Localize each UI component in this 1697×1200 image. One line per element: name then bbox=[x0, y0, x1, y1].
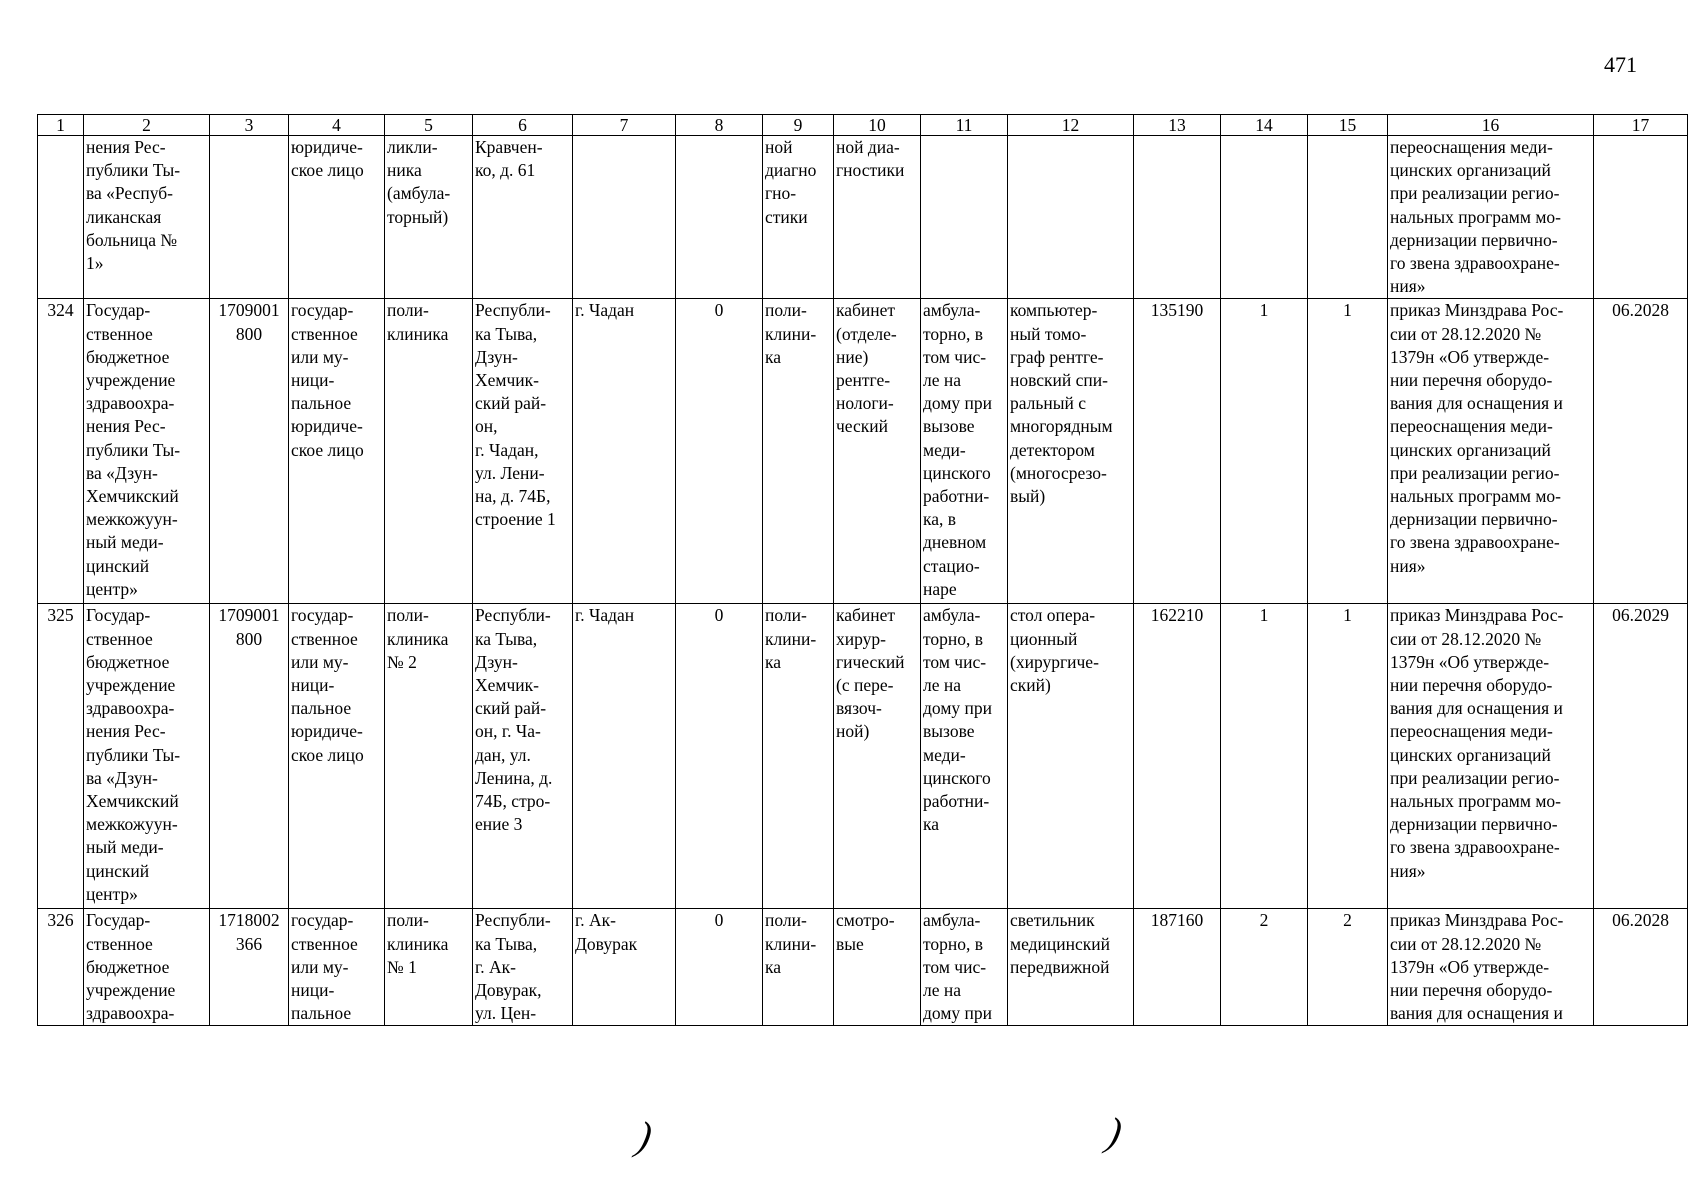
quantity-cell: 2 bbox=[1221, 909, 1308, 1026]
quantity-cell: 1 bbox=[1221, 604, 1308, 909]
address-cell: Республи- ка Тыва, Дзун- Хемчик- ский рай- он, г. Ча- дан, ул. Ленина, д. 74Б, стро- ение 3 bbox=[473, 604, 573, 909]
date-cell: 06.2028 bbox=[1594, 909, 1688, 1026]
equipment-code-cell bbox=[1134, 136, 1221, 299]
code-cell: 1709001 800 bbox=[210, 299, 289, 604]
entity-type-cell: государ- ственное или му- ници- пальное юридиче- ское лицо bbox=[289, 604, 385, 909]
department-cell: кабинет хирур- гический (с пере- вязоч- ной) bbox=[834, 604, 921, 909]
column-header: 11 bbox=[921, 115, 1008, 136]
conditions-cell: амбула- торно, в том чис- ле на дому при bbox=[921, 909, 1008, 1026]
address-cell: Республи- ка Тыва, г. Ак- Довурак, ул. Цен- bbox=[473, 909, 573, 1026]
row-number-cell bbox=[38, 136, 84, 299]
type-cell: поли- клини- ка bbox=[763, 909, 834, 1026]
column-header: 1 bbox=[38, 115, 84, 136]
quantity-cell: 1 bbox=[1308, 604, 1388, 909]
column-header: 3 bbox=[210, 115, 289, 136]
column-header: 8 bbox=[676, 115, 763, 136]
handwritten-mark: ) bbox=[1103, 1109, 1127, 1154]
table-row bbox=[38, 136, 1688, 299]
column-header: 13 bbox=[1134, 115, 1221, 136]
equipment-code-cell: 135190 bbox=[1134, 299, 1221, 604]
type-cell: ной диагно гно- стики bbox=[763, 136, 834, 299]
locality-cell: г. Чадан bbox=[573, 299, 676, 604]
type-cell: поли- клини- ка bbox=[763, 604, 834, 909]
equipment-code-cell: 162210 bbox=[1134, 604, 1221, 909]
column-header: 2 bbox=[84, 115, 210, 136]
column-header: 17 bbox=[1594, 115, 1688, 136]
row-number-cell: 324 bbox=[38, 299, 84, 604]
table-row bbox=[38, 909, 1688, 1026]
equipment-code-cell: 187160 bbox=[1134, 909, 1221, 1026]
column-header: 5 bbox=[385, 115, 473, 136]
organization-cell: Государ- ственное бюджетное учреждение здравоохра- нения Рес- публики Ты- ва «Дзун- Хемчикский межкожуун- ный меди- цинский центр» bbox=[84, 604, 210, 909]
column-header: 4 bbox=[289, 115, 385, 136]
organization-cell: Государ- ственное бюджетное учреждение здравоохра- нения Рес- публики Ты- ва «Дзун- Хемчикский межкожуун- ный меди- цинский центр» bbox=[84, 299, 210, 604]
basis-cell: приказ Минздрава Рос- сии от 28.12.2020 № 1379н «Об утвержде- нии перечня оборудо- вания для оснащения и bbox=[1388, 909, 1594, 1026]
code-cell: 1709001 800 bbox=[210, 604, 289, 909]
column-header: 9 bbox=[763, 115, 834, 136]
basis-cell: приказ Минздрава Рос- сии от 28.12.2020 № 1379н «Об утвержде- нии перечня оборудо- вания для оснащения и переоснащения меди- цинских организаций при реализации регио- нальных программ мо- дернизации первично- го звена здравоохране- ния» bbox=[1388, 604, 1594, 909]
quantity-cell bbox=[1308, 136, 1388, 299]
equipment-cell bbox=[1008, 136, 1134, 299]
column-header: 10 bbox=[834, 115, 921, 136]
column-header: 12 bbox=[1008, 115, 1134, 136]
table-row bbox=[38, 299, 1688, 604]
locality-cell bbox=[573, 136, 676, 299]
date-cell: 06.2029 bbox=[1594, 604, 1688, 909]
date-cell: 06.2028 bbox=[1594, 299, 1688, 604]
value-cell: 0 bbox=[676, 299, 763, 604]
column-header: 15 bbox=[1308, 115, 1388, 136]
locality-cell: г. Ак- Довурак bbox=[573, 909, 676, 1026]
column-header: 14 bbox=[1221, 115, 1308, 136]
entity-type-cell: государ- ственное или му- ници- пальное юридиче- ское лицо bbox=[289, 299, 385, 604]
department-cell: смотро- вые bbox=[834, 909, 921, 1026]
column-number-row bbox=[38, 115, 1688, 136]
row-number-cell: 326 bbox=[38, 909, 84, 1026]
equipment-table bbox=[37, 114, 1688, 1026]
equipment-cell: стол опера- ционный (хирургиче- ский) bbox=[1008, 604, 1134, 909]
value-cell: 0 bbox=[676, 909, 763, 1026]
conditions-cell bbox=[921, 136, 1008, 299]
row-number-cell: 325 bbox=[38, 604, 84, 909]
conditions-cell: амбула- торно, в том чис- ле на дому при вызове меди- цинского работни- ка bbox=[921, 604, 1008, 909]
handwritten-mark: ) bbox=[633, 1113, 657, 1158]
table-row bbox=[38, 604, 1688, 909]
entity-type-cell: юридиче- ское лицо bbox=[289, 136, 385, 299]
conditions-cell: амбула- торно, в том чис- ле на дому при вызове меди- цинского работни- ка, в дневном стацио- наре bbox=[921, 299, 1008, 604]
quantity-cell: 2 bbox=[1308, 909, 1388, 1026]
value-cell bbox=[676, 136, 763, 299]
value-cell: 0 bbox=[676, 604, 763, 909]
column-header: 7 bbox=[573, 115, 676, 136]
unit-cell: поли- клиника bbox=[385, 299, 473, 604]
basis-cell: переоснащения меди- цинских организаций при реализации регио- нальных программ мо- дернизации первично- го звена здравоохране- ния» bbox=[1388, 136, 1594, 299]
code-cell bbox=[210, 136, 289, 299]
code-cell: 1718002 366 bbox=[210, 909, 289, 1026]
basis-cell: приказ Минздрава Рос- сии от 28.12.2020 № 1379н «Об утвержде- нии перечня оборудо- вания для оснащения и переоснащения меди- цинских организаций при реализации регио- нальных программ мо- дернизации первично- го звена здравоохране- ния» bbox=[1388, 299, 1594, 604]
quantity-cell bbox=[1221, 136, 1308, 299]
equipment-cell: компьютер- ный томо- граф рентге- новский спи- ральный с многорядным детектором (многосрезо- вый) bbox=[1008, 299, 1134, 604]
organization-cell: нения Рес- публики Ты- ва «Респуб- ликанская больница № 1» bbox=[84, 136, 210, 299]
page-number: 471 bbox=[1604, 52, 1637, 77]
department-cell: кабинет (отделе- ние) рентге- нологи- ческий bbox=[834, 299, 921, 604]
address-cell: Республи- ка Тыва, Дзун- Хемчик- ский рай- он, г. Чадан, ул. Лени- на, д. 74Б, строение 1 bbox=[473, 299, 573, 604]
locality-cell: г. Чадан bbox=[573, 604, 676, 909]
quantity-cell: 1 bbox=[1221, 299, 1308, 604]
type-cell: поли- клини- ка bbox=[763, 299, 834, 604]
quantity-cell: 1 bbox=[1308, 299, 1388, 604]
date-cell bbox=[1594, 136, 1688, 299]
column-header: 16 bbox=[1388, 115, 1594, 136]
unit-cell: ликли- ника (амбула- торный) bbox=[385, 136, 473, 299]
department-cell: ной диа- гностики bbox=[834, 136, 921, 299]
entity-type-cell: государ- ственное или му- ници- пальное bbox=[289, 909, 385, 1026]
equipment-cell: светильник медицинский передвижной bbox=[1008, 909, 1134, 1026]
unit-cell: поли- клиника № 1 bbox=[385, 909, 473, 1026]
address-cell: Кравчен- ко, д. 61 bbox=[473, 136, 573, 299]
organization-cell: Государ- ственное бюджетное учреждение здравоохра- bbox=[84, 909, 210, 1026]
unit-cell: поли- клиника № 2 bbox=[385, 604, 473, 909]
column-header: 6 bbox=[473, 115, 573, 136]
